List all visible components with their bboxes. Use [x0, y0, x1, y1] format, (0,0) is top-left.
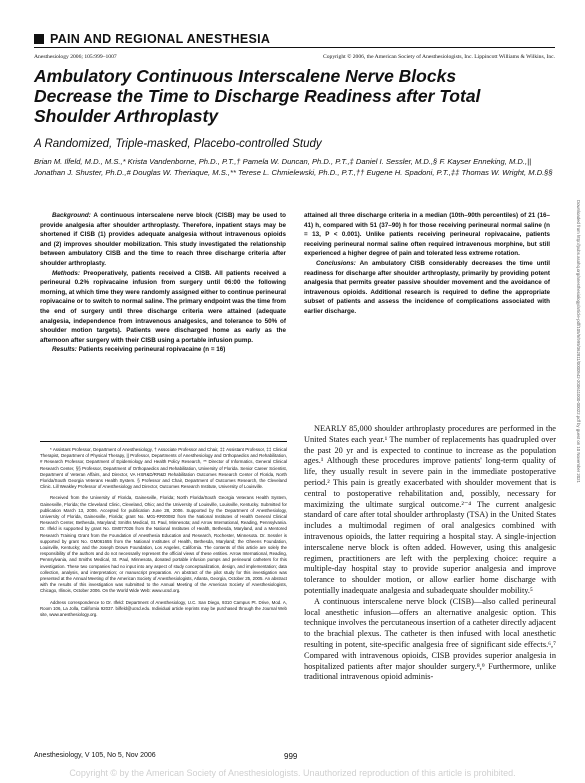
copyright-notice: Copyright © 2006, the American Society of Anesthesiologists, Inc. Lippincott Williams & Wilkins, Inc. [323, 54, 555, 60]
footnote-affiliations: * Assistant Professor, Department of Anesthesiology, † Associate Professor and Chair, ‡‡ Assistant Professor, ‡‡ Clinical Therapist, Department of Physical Therapy, || Professor, Departments of Anesthesiology and Orthopaedics and Rehabilitation, # Research Professor, Department of Epidemiology and Health Policy Research, ** Director of Informatics, General Clinical Research Center, §§ Professor, Department of Orthopaedics and Rehabilitation, University of Florida. Senior Career Scientist, Department of Veteran Affairs, and Director, VA HSR&D/RR&D Rehabilitation Outcomes Research Center of Florida, North Florida/South Georgia Veterans Health System. § Professor and Chair, Department of Outcomes Research, the Cleveland Clinic. Lill Weakley Professor of Anesthesiology and Director, Outcomes Research Institute, University of Louisville. [40, 447, 287, 490]
footnote-reprints: Address correspondence to Dr. Ilfeld: Department of Anesthesiology, U.C. San Diego, 9310 Campus Pt. Drive, Mod. A, Room 106, La Jolla, California 92037. bilfeld@ucsd.edu. Individual article reprints may be purchased through the Journal Web site, www.anesthesiology.org. [40, 599, 287, 618]
background-label: Background: [52, 212, 91, 219]
abstract-results [40, 345, 286, 355]
download-notice [573, 200, 581, 760]
section-label: PAIN AND REGIONAL ANESTHESIA [50, 32, 271, 46]
body-text [304, 424, 556, 683]
methods-text: Preoperatively, patients received a CISB. All patients received a perineural 0.2% ropivacaine infusion from surgery until 06:00 the following morning, at which time they were randomly assigned either to continue perineural ropivacaine or to switch to normal saline. The primary endpoint was the time from the end of surgery until three discharge criteria were attained (adequate analgesia, independence from intravenous analgesics, and tolerance to 50% of shoulder motion targets). Patients were discharged home as early as the afternoon after surgery with their CISB using a portable infusion pump. [40, 269, 287, 344]
results-text-start: Patients receiving perineural ropivacaine (n = 16) [78, 346, 226, 354]
footer-journal: Anesthesiology, V 105, No 5, Nov 2006 [34, 752, 156, 759]
methods-label: Methods: [52, 269, 80, 277]
abstract-background [40, 211, 286, 269]
abstract-left-column [40, 211, 286, 355]
copyright-watermark: Copyright © by the American Society of Anesthesiologists. Unauthorized reproduction of this article is prohibited. [69, 768, 516, 778]
footnote-received: Received from the University of Florida, Gainesville, Florida; North Florida/South Georgia Veterans Health System, Gainesville, Florida; the Cleveland Clinic, Cleveland, Ohio; and the University of Louisville, Louisville, Kentucky. Submitted for publication March 13, 2006. Accepted for publication June 28, 2006. Supported by the Department of Anesthesiology, University of Florida, Gainesville, Florida; grant No. M01-RR00082 from the National Institutes of Health General Clinical Research Center, Bethesda, Maryland; Smiths Medical, St. Paul, Minnesota; and Arrow International, Reading, Pennsylvania. Dr. Ilfeld is supported by grant No. GM077026 from the National Institutes of Health, Bethesda, Maryland, and a Mentored Research Training Grant from the Foundation of Anesthesia Education and Research, Rochester, Minnesota. Dr. Sessler is supported by grant No. GM061655 from the National Institutes of Health, Bethesda, Maryland; the Gheens Foundation, Louisville, Kentucky; and the Joseph Drown Foundation, Los Angeles, California. The contents of this article are solely the responsibility of the authors and do not necessarily represent the official views of these entities. Arrow International, Reading, Pennsylvania, and Smiths Medical, St. Paul, Minnesota, donated portable infusion pumps and perineural catheters for this investigation. These two companies had no input into any aspect of study conceptualization, design, and implementation; data collection, analysis, and interpretation; or manuscript preparation. An abstract of the pilot study for this investigation was presented at the Annual Meeting of the American Society of Anesthesiologists, Atlanta, Georgia, October 25, 2005. An abstract with the results of this investigation was submitted to the Annual Meeting of the American Society of Anesthesiologists, Chicago, Illinois, October 2006. On the World Wide Web: www.ucsd.org. [40, 495, 287, 594]
footnote-rule [40, 441, 287, 442]
background-text: A continuous interscalene nerve block (CISB) may be used to provide analgesia after shoulder arthroplasty. Therefore, inpatient stays may be shortened if CISB (1) provides adequate analgesia without intravenous opioids and (2) improves shoulder mobilization. This study investigated the relationship between ambulatory CISB and the time to reach three discharge criteria after shoulder arthroplasty. [40, 212, 286, 267]
page-footer [34, 752, 555, 759]
abstract-results-continued: attained all three discharge criteria in a median (10th–90th percentiles) of 21 (16–41) h, compared with 51 (37–90) h for those receiving perineural normal saline (n = 13, P < 0.001). Unlike patients receiving perineural ropivacaine, patients receiving perineural normal saline often required intravenous morphine, but still experienced a higher degree of pain and tolerated less extreme rotation. [304, 212, 550, 258]
journal-line [34, 54, 555, 60]
section-square-icon [34, 34, 44, 44]
download-link[interactable]: Downloaded from http://pubs.asahq.org/anesthesiology/article-pdf/105/5/999/362811/0000542-200611000-00022.pdf by guest on 10 November 2021 [576, 200, 581, 483]
conclusions-text: An ambulatory CISB considerably decreases the time until readiness for discharge after shoulder arthroplasty, primarily by providing potent analgesia that permits greater passive shoulder movement and the avoidance of intravenous opioids. Additional research is required to define the appropriate subset of patients and assess the incidence of complications associated with earlier discharge. [304, 259, 550, 315]
body-paragraph: NEARLY 85,000 shoulder arthroplasty procedures are performed in the United States each year.¹ The number of replacements has quadrupled over the past 20 yr and is expected to continue to increase as the population ages.¹ Although these procedures improve patients' long-term quality of life, they usually result in severe pain in the immediate postoperative period.² This pain is greatly exacerbated with shoulder movement that is central to postoperative rehabilitation and, possibly, necessary for maximizing the ultimate surgical outcome.²⁻⁴ The current analgesic standard of care after total shoulder arthroplasty (TSA) in the United States includes a multimodal regimen of oral analgesics combined with intravenous opioids, the latter requiring a hospital stay. A single-injection interscalene nerve block is often added. However, using this analgesic regimen, practitioners are left with the perplexing choice: require a multiple-day hospital stay to provide superior analgesia and improve tolerance to shoulder motion, or allow earlier home discharge with potentially inadequate analgesia and subadequate shoulder mobility.⁵ [304, 424, 556, 595]
section-heading [34, 32, 270, 46]
journal-reference: Anesthesiology 2006; 105:999–1007 [34, 54, 117, 60]
page-number: 999 [284, 752, 298, 761]
article-subtitle: A Randomized, Triple-masked, Placebo-controlled Study [34, 138, 322, 150]
conclusions-label: Conclusions: [316, 259, 356, 267]
abstract-methods [40, 269, 286, 346]
results-label: Results: [52, 346, 77, 354]
abstract-conclusions [304, 259, 550, 317]
body-paragraph: A continuous interscalene nerve block (CISB)—also called perineural local anesthetic infusion—offers an alternative analgesic option. This technique involves the percutaneous insertion of a catheter directly adjacent to the brachial plexus. The catheter is then infused with local anesthetic resulting in potent, site-specific analgesia free of significant side effects.⁶,⁷ Compared with intravenous opioids, CISB provides superior analgesia in hospitalized patients after major shoulder surgery.⁸,⁹ Furthermore, unlike traditional intravenous opioid adminis- [304, 596, 556, 682]
article-title: Ambulatory Continuous Interscalene Nerve Blocks Decrease the Time to Discharge Readiness after Total Shoulder Arthroplasty [34, 66, 481, 126]
footnotes [40, 447, 287, 623]
author-list: Brian M. Ilfeld, M.D., M.S.,* Krista Vandenborne, Ph.D., P.T.,† Pamela W. Duncan, Ph.D., P.T.,‡ Daniel I. Sessler, M.D.,§ F. Kayser Enneking, M.D.,|| Jonathan J. Shuster, Ph.D.,# Douglas W. Theriaque, M.S.,** Terese L. Chmielewski, Ph.D., P.T.,†† Eugene H. Spadoni, P.T.,‡‡ Thomas W. Wright, M.D.§§ [34, 157, 553, 177]
header-rule [34, 47, 555, 48]
abstract-right-column [304, 211, 550, 317]
